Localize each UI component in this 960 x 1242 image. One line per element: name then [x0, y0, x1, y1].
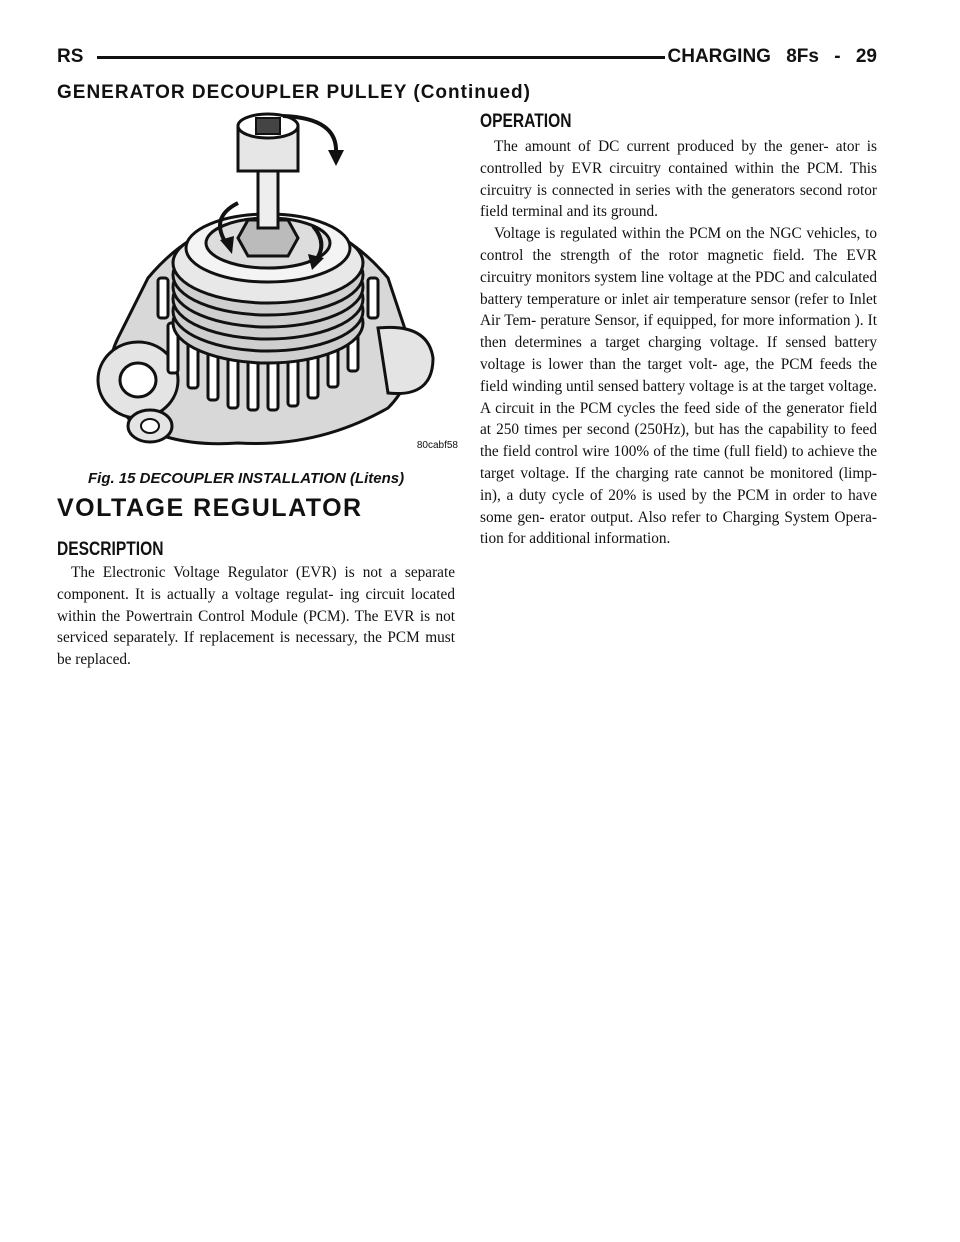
description-paragraph: The Electronic Voltage Regulator (EVR) is not a separate component. It is actually a voltage regulat- ing circuit located within the Powertrain Control Module (PCM). The EVR is not serviced separately. If replacement is necessary, the PCM must be replaced. [57, 564, 455, 669]
decoupler-figure [88, 108, 458, 468]
description-body [57, 562, 455, 671]
header-page-ref: CHARGING 8Fs - 29 [667, 46, 877, 67]
operation-body [480, 136, 877, 550]
continued-title: GENERATOR DECOUPLER PULLEY (Continued) [57, 82, 531, 103]
description-heading: DESCRIPTION [57, 539, 164, 560]
operation-paragraph-1: The amount of DC current produced by the gener- ator is controlled by EVR circuitry contained within the PCM. This circuitry is connected in series with the generators second rotor field terminal and its ground. [480, 138, 877, 221]
operation-heading: OPERATION [480, 111, 572, 132]
section-title: VOLTAGE REGULATOR [57, 494, 363, 522]
figure-code: 80cabf58 [416, 440, 458, 451]
header-rule [97, 56, 665, 59]
header-section-code: RS [57, 46, 84, 67]
figure-caption: Fig. 15 DECOUPLER INSTALLATION (Litens) [88, 470, 405, 487]
operation-paragraph-2: Voltage is regulated within the PCM on the NGC vehicles, to control the strength of the rotor magnetic field. The EVR circuitry monitors system line voltage at the PDC and calculated battery temperature or inlet air temperature sensor (refer to Inlet Air Tem- perature Sensor, if equipped, for more information ). It then determines a target charging voltage. If sensed battery voltage is lower than the target volt- age, the PCM feeds the field winding until sensed battery voltage is at the target voltage. A circuit in the PCM cycles the feed side of the generator field at 250 times per second (250Hz), but has the capability to feed the field control wire 100% of the time (full field) to achieve the target voltage. If the charging rate cannot be monitored (limp-in), a duty cycle of 20% is used by the PCM in order to have some gen- erator output. Also refer to Charging System Opera- tion for additional information. [480, 225, 877, 548]
generator-illustration [88, 108, 458, 448]
page-header [57, 44, 877, 72]
